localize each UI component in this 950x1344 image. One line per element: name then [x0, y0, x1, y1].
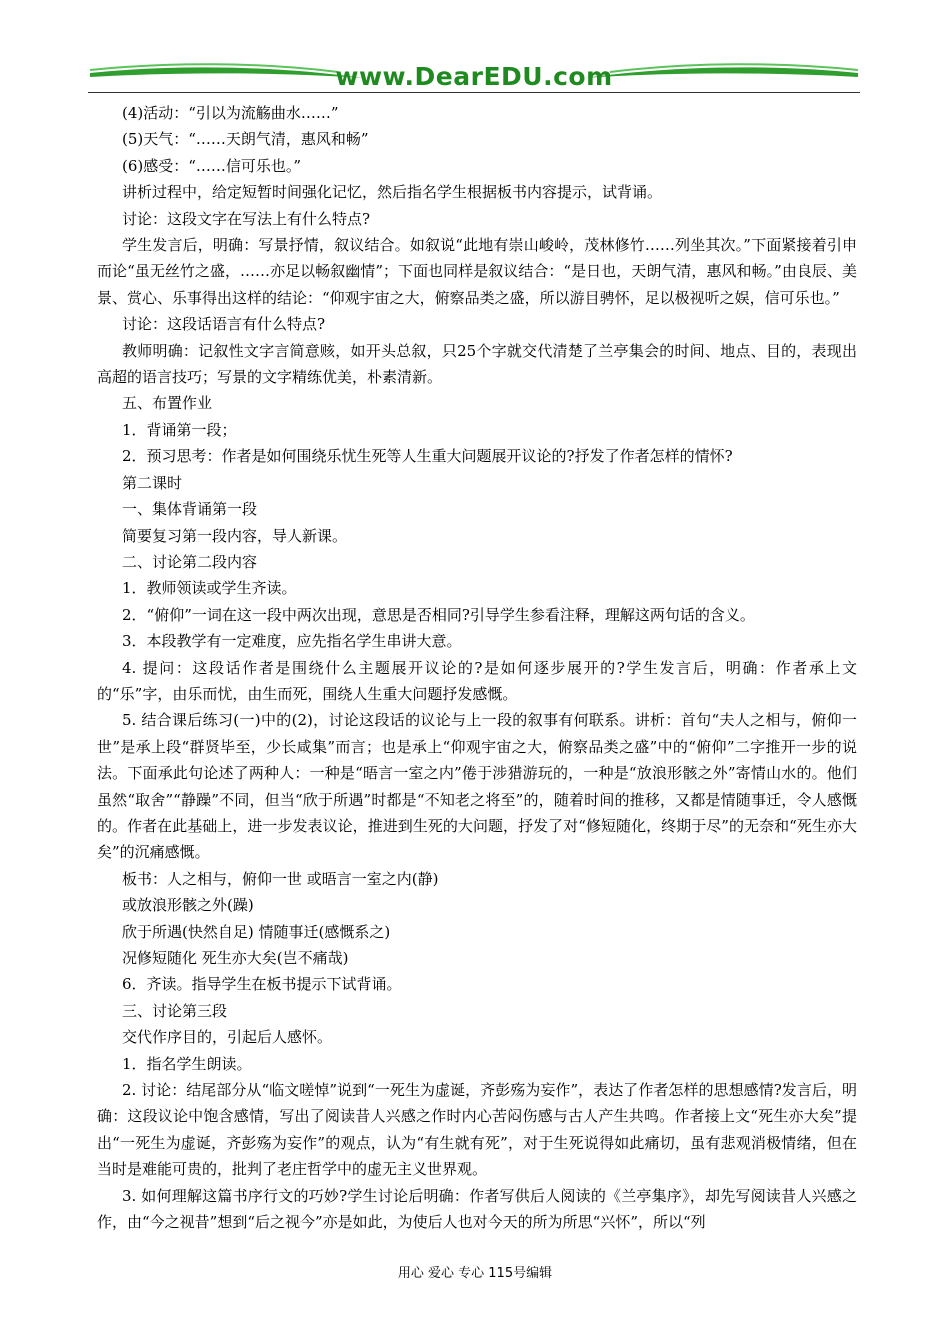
list-item: 5. 结合课后练习(一)中的(2)，讨论这段话的议论与上一段的叙事有何联系。讲析：首句“夫人之相与，俯仰一世”是承上段“群贤毕至，少长咸集”而言；也是承上“仰观宇宙之大，俯察品类之盛”中的“俯仰”二字推开一步的说法。下面承此句论述了两种人：一种是“晤言一室之内”倦于涉猎游玩的，一种是“放浪形骸之外”寄情山水的。他们虽然“取舍”“静躁”不同，但当“欣于所遇”时都是“不知老之将至”的，随着时间的推移，又都是情随事迁，令人感慨的。作者在此基础上，进一步发表议论，推进到生死的大问题，抒发了对“修短随化，终期于尽”的无奈和“死生亦大矣”的沉痛感慨。: [97, 711, 857, 862]
paragraph: 学生发言后，明确：写景抒情，叙议结合。如叙说“此地有崇山峻岭，茂林修竹……列坐其次。”下面紧接着引申而论“虽无丝竹之盛，……亦足以畅叙幽情”；下面也同样是叙议结合：“是日也，天朗气清，惠风和畅。”由良辰、美景、赏心、乐事得出这样的结论：“仰观宇宙之大，俯察品类之盛，所以游目骋怀，足以极视听之娱，信可乐也。”: [97, 236, 857, 307]
paragraph: 简要复习第一段内容，导人新课。: [122, 526, 348, 545]
document-body: [97, 100, 857, 1235]
blackboard-note: 欣于所遇(快然自足) 情随事迁(感慨系之): [122, 922, 391, 941]
section-heading: 五、布置作业: [122, 394, 213, 413]
page-header: [88, 60, 860, 94]
page-footer: 用心 爱心 专心 115号编辑: [397, 1266, 553, 1281]
paragraph: 讨论：这段文字在写法上有什么特点?: [122, 209, 371, 228]
paragraph: 交代作序目的，引起后人感怀。: [122, 1028, 333, 1047]
section-heading: 一、集体背诵第一段: [122, 500, 258, 519]
paragraph: (5)天气：“……天朗气清，惠风和畅”: [122, 130, 369, 149]
section-heading: 二、讨论第二段内容: [122, 552, 258, 571]
paragraph: (6)感受：“……信可乐也。”: [122, 156, 302, 175]
list-item: 2．“俯仰”一词在这一段中两次出现，意思是否相同?引导学生参看注释，理解这两句话的含义。: [122, 605, 755, 624]
paragraph: 讨论：这段话语言有什么特点?: [122, 315, 326, 334]
blackboard-note: 况修短随化 死生亦大矣(岂不痛哉): [122, 949, 349, 967]
list-item: 1．指名学生朗读。: [122, 1054, 252, 1073]
list-item: 6．齐读。指导学生在板书提示下试背诵。: [122, 975, 402, 994]
list-item: 1．背诵第一段；: [122, 420, 237, 439]
blackboard-note: 板书：人之相与，俯仰一世 或晤言一室之内(静): [122, 869, 439, 888]
list-item: 1．教师领读或学生齐读。: [122, 579, 297, 598]
section-heading: 三、讨论第三段: [122, 1001, 228, 1020]
site-logo-text[interactable]: www.DearEDU.com: [335, 62, 613, 91]
blackboard-note: 或放浪形骸之外(躁): [122, 896, 254, 915]
paragraph: 讲析过程中，给定短暂时间强化记忆，然后指名学生根据板书内容提示，试背诵。: [122, 183, 663, 202]
list-item: 2．预习思考：作者是如何围绕乐忧生死等人生重大问题展开议论的?抒发了作者怎样的情怀?: [122, 447, 733, 466]
header-divider: [88, 92, 860, 93]
paragraph: 教师明确：记叙性文字言简意赅，如开头总叙，只25个字就交代清楚了兰亭集会的时间、地点、目的，表现出高超的语言技巧；写景的文字精练优美，朴素清新。: [97, 341, 857, 387]
paragraph: (4)活动：“引以为流觞曲水……”: [122, 104, 339, 122]
list-item: 3. 如何理解这篇书序行文的巧妙?学生讨论后明确：作者写供后人阅读的《兰亭集序》，却先写阅读昔人兴感之作，由“今之视昔”想到“后之视今”亦是如此，为使后人也对今天的所为所思“兴怀”，所以“列: [97, 1186, 857, 1232]
list-item: 2. 讨论：结尾部分从“临文嗟悼”说到“一死生为虚诞，齐彭殇为妄作”，表达了作者怎样的思想感情?发言后，明确：这段议论中饱含感情，写出了阅读昔人兴感之作时内心苦闷伤感与古人产生共鸣。作者接上文“死生亦大矣”提出“一死生为虚诞，齐彭殇为妄作”的观点，认为“有生就有死”，对于生死说得如此痛切，虽有悲观消极情绪，但在当时是难能可贵的，批判了老庄哲学中的虚无主义世界观。: [97, 1081, 857, 1179]
list-item: 3．本段教学有一定难度，应先指名学生串讲大意。: [122, 632, 462, 651]
section-heading: 第二课时: [122, 473, 183, 492]
list-item: 4. 提问：这段话作者是围绕什么主题展开议论的?是如何逐步展开的?学生发言后，明确：作者承上文的“乐”字，由乐而忧，由生而死，围绕人生重大问题抒发感慨。: [97, 658, 857, 703]
